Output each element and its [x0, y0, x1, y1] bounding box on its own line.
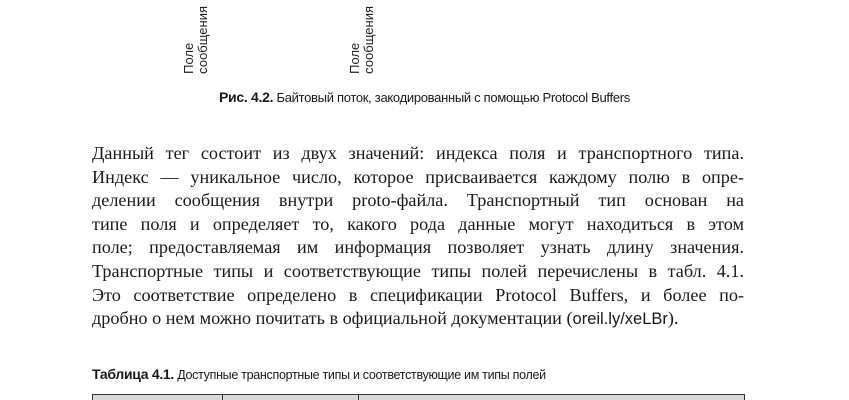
- body-line-8-end: ).: [667, 308, 679, 329]
- figure-caption-prefix: Рис. 4.2.: [219, 89, 274, 105]
- field-label-2-line1: Поле: [347, 42, 362, 74]
- table-column-divider: [222, 395, 223, 400]
- table-caption-text: Доступные транспортные типы и соответствующие им типы полей: [177, 368, 546, 382]
- body-line-5: поле; предоставляемая им информация позволяет узнать длину значения.: [92, 237, 744, 258]
- body-line-8: [92, 307, 744, 331]
- table-column-divider: [358, 395, 359, 400]
- figure-caption: [0, 89, 849, 105]
- field-label-2-line2: сообщения: [361, 6, 376, 74]
- table-header-row: [92, 394, 745, 400]
- figure-caption-text: Байтовый поток, закодированный с помощью Protocol Buffers: [276, 90, 630, 105]
- body-line-4: типе поля и определяет то, какого рода данные могут находиться в этом: [92, 213, 744, 234]
- table-caption-prefix: Таблица 4.1.: [92, 366, 174, 382]
- documentation-link[interactable]: oreil.ly/xeLBr: [572, 310, 668, 329]
- body-line-7: Это соответствие определено в спецификации Protocol Buffers, и более по-: [92, 284, 744, 305]
- body-paragraph: [92, 142, 744, 331]
- field-label-1-line2: сообщения: [195, 6, 210, 74]
- body-line-1: Данный тег состоит из двух значений: индекса поля и транспортного типа.: [92, 143, 744, 163]
- field-label-1: [182, 6, 210, 74]
- body-line-3: делении сообщения внутри proto-файла. Транспортный тип основан на: [92, 190, 744, 211]
- field-label-2: [348, 6, 376, 74]
- field-label-1-line1: Поле: [181, 42, 196, 74]
- body-line-8-text: дробно о нем можно почитать в официальной документации (: [92, 308, 573, 329]
- body-line-2: Индекс — уникальное число, которое присваивается каждому полю в опре-: [92, 166, 744, 187]
- body-line-6: Транспортные типы и соответствующие типы полей перечислены в табл. 4.1.: [92, 260, 744, 281]
- figure-area: [0, 0, 849, 80]
- table-caption: [92, 366, 546, 382]
